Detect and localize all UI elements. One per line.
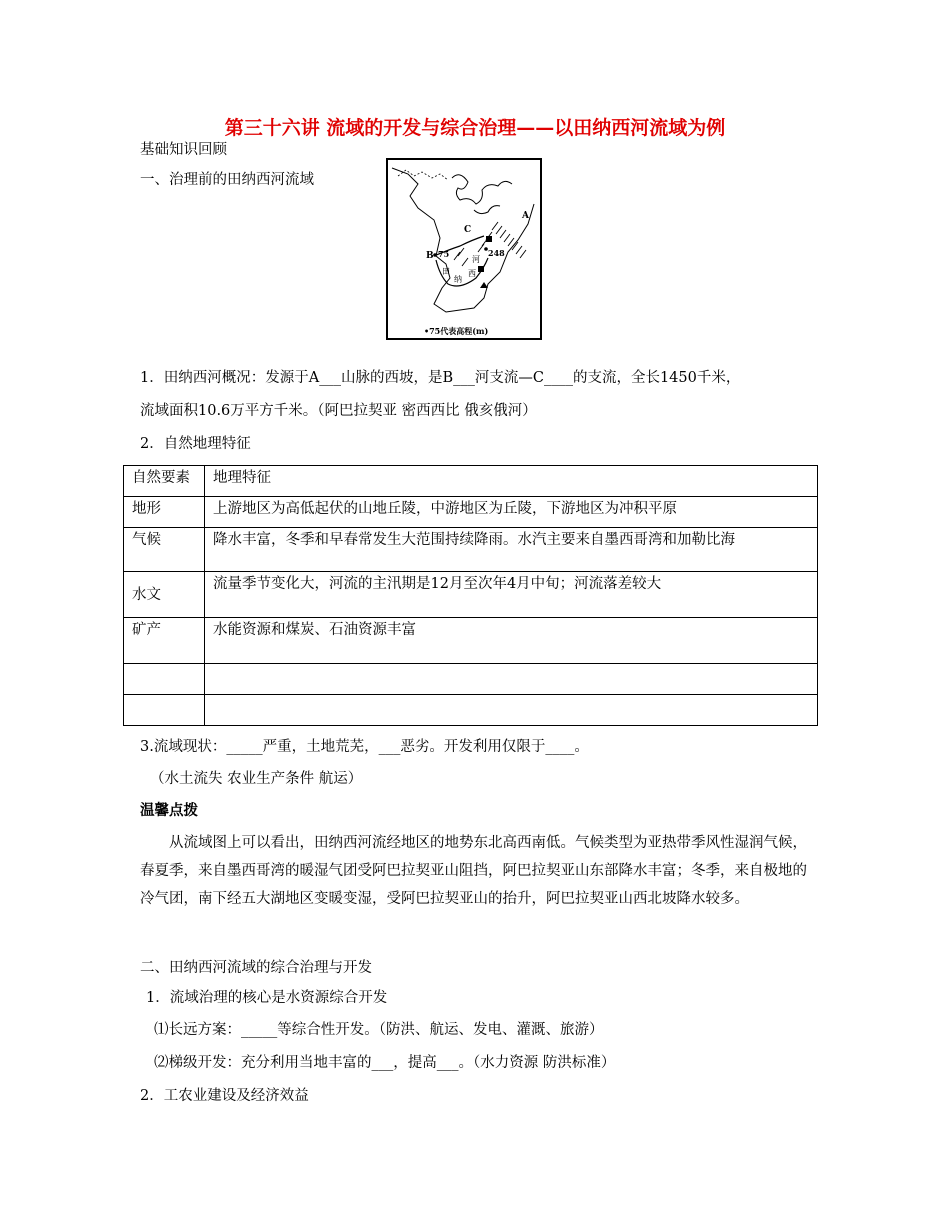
map-label-he: 河 bbox=[472, 255, 480, 264]
table-cell bbox=[124, 664, 205, 695]
table-cell bbox=[205, 664, 818, 695]
table-header-cell: 地理特征 bbox=[205, 466, 818, 497]
section1-heading: 一、治理前的田纳西河流域 bbox=[140, 172, 314, 188]
map-label-a: A bbox=[522, 211, 529, 221]
table-cell: 地形 bbox=[124, 497, 205, 528]
page-title: 第三十六讲 流域的开发与综合治理——以田纳西河流域为例 bbox=[224, 117, 726, 139]
map-label-xi: 西 bbox=[468, 269, 476, 278]
table-cell: 流量季节变化大，河流的主汛期是12月至次年4月中旬；河流落差较大 bbox=[205, 572, 818, 618]
section2-item1-2: ⑵梯级开发：充分利用当地丰富的___，提高___。（水力资源 防洪标准） bbox=[154, 1055, 616, 1071]
table-cell: 气候 bbox=[124, 528, 205, 572]
map-drawing bbox=[388, 160, 540, 338]
table-row bbox=[124, 572, 818, 618]
table-cell: 上游地区为高低起伏的山地丘陵，中游地区为丘陵，下游地区为冲积平原 bbox=[205, 497, 818, 528]
q3-line: 3.流域现状：_____严重，土地荒芜，___恶劣。开发利用仅限于____。 bbox=[140, 739, 589, 755]
map-label-248: 248 bbox=[488, 248, 505, 258]
table-cell: 水能资源和煤炭、石油资源丰富 bbox=[205, 618, 818, 664]
geography-table bbox=[123, 465, 818, 726]
table-cell: 水文 bbox=[124, 572, 205, 618]
table-header-cell: 自然要素 bbox=[124, 466, 205, 497]
map-label-tian: 田 bbox=[442, 267, 450, 276]
tip-paragraph: 从流域图上可以看出，田纳西河流经地区的地势东北高西南低。气候类型为亚热带季风性湿润气候，春夏季，来自墨西哥湾的暖湿气团受阿巴拉契亚山阻挡，阿巴拉契亚山东部降水丰富；冬季，来自极地的冷气团，南下经五大湖地区变暖变湿，受阿巴拉契亚山的抬升，阿巴拉契亚山西北坡降水较多。 bbox=[140, 835, 807, 907]
section2-item2: 2．工农业建设及经济效益 bbox=[140, 1088, 309, 1104]
q2-heading: 2．自然地理特征 bbox=[140, 436, 251, 452]
map-label-b: B bbox=[426, 251, 434, 261]
table-row bbox=[124, 528, 818, 572]
map-caption: •75代表高程(m) bbox=[424, 326, 489, 336]
table-cell bbox=[205, 695, 818, 726]
intro-heading: 基础知识回顾 bbox=[140, 142, 227, 158]
table-row bbox=[124, 497, 818, 528]
table-cell: 矿产 bbox=[124, 618, 205, 664]
map-label-75: 75 bbox=[438, 249, 450, 259]
tennessee-basin-map bbox=[386, 158, 542, 340]
map-label-na: 纳 bbox=[454, 275, 462, 284]
table-row bbox=[124, 618, 818, 664]
table-cell: 降水丰富，冬季和早春常发生大范围持续降雨。水汽主要来自墨西哥湾和加勒比海 bbox=[205, 528, 818, 572]
table-header-row bbox=[124, 466, 818, 497]
table-cell bbox=[124, 695, 205, 726]
section2-item1: 1．流域治理的核心是水资源综合开发 bbox=[146, 990, 388, 1006]
tip-heading: 温馨点拨 bbox=[140, 802, 198, 819]
q3-answer: （水土流失 农业生产条件 航运） bbox=[150, 771, 363, 787]
table-row bbox=[124, 695, 818, 726]
section2-item1-1: ⑴长远方案：_____等综合性开发。（防洪、航运、发电、灌溉、旅游） bbox=[154, 1022, 604, 1038]
table-row bbox=[124, 664, 818, 695]
q1-line1: 1．田纳西河概况：发源于A___山脉的西坡，是B___河支流—C____的支流，全长1450千米， bbox=[140, 370, 741, 386]
map-label-c: C bbox=[464, 225, 472, 235]
section2-heading: 二、田纳西河流域的综合治理与开发 bbox=[140, 960, 372, 976]
q1-line2: 流域面积10.6万平方千米。（阿巴拉契亚 密西西比 俄亥俄河） bbox=[140, 403, 537, 419]
